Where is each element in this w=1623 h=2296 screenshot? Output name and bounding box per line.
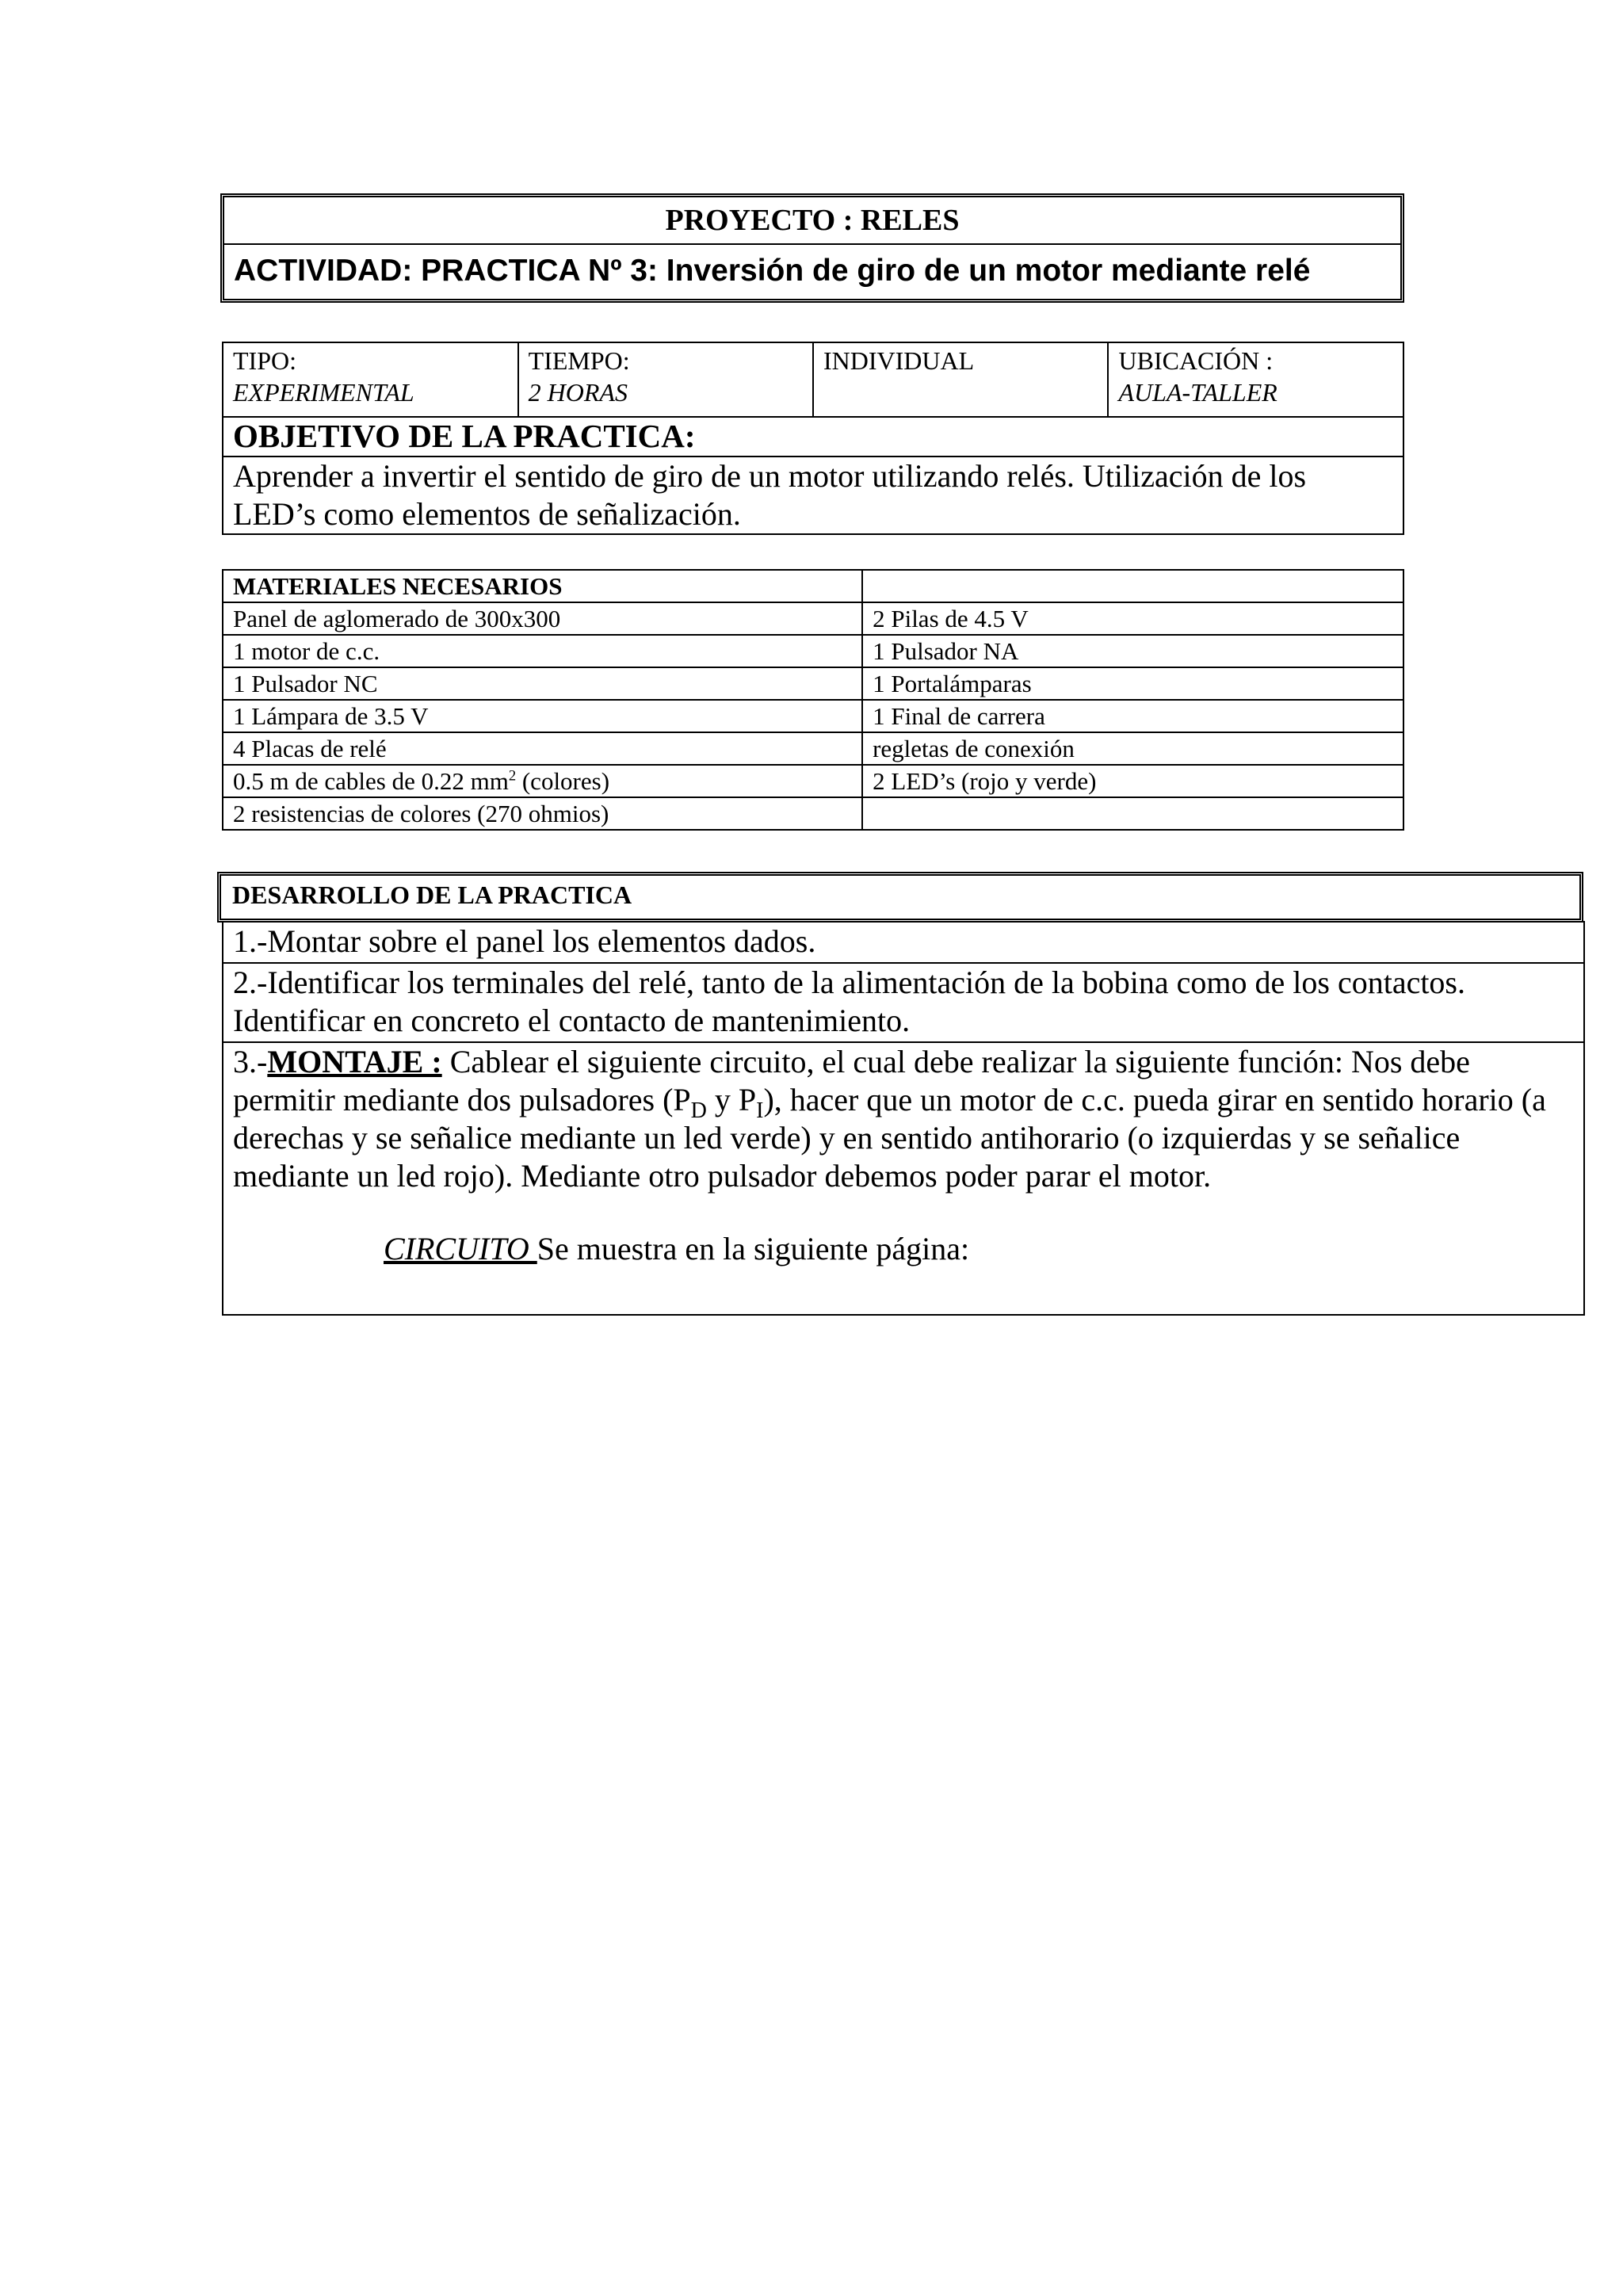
objective-title: OBJETIVO DE LA PRACTICA: [223,417,1403,457]
tiempo-cell [518,342,813,417]
material-right-item: 1 Pulsador NA [862,635,1403,667]
material-right-item: 2 LED’s (rojo y verde) [862,765,1403,797]
materials-table [222,569,1404,831]
objective-text: Aprender a invertir el sentido de giro de un motor utilizando relés. Utilización de los LED’s como elementos de señalización. [223,457,1403,534]
tipo-label: TIPO: [233,346,296,375]
step-3-number: 3.- [233,1044,268,1079]
project-title: PROYECTO : RELES [224,197,1400,245]
cables-superscript: 2 [508,767,517,785]
project-header [220,193,1404,303]
tiempo-value: 2 HORAS [528,378,628,407]
material-right-item: 1 Final de carrera [862,700,1403,732]
pi-subscript: I [756,1098,764,1123]
step-3-text-a: Cablear el siguiente circuito, el cual debe realizar la siguiente función: Nos debe permitir mediante dos pulsadores (P [233,1044,1470,1117]
cables-text: 0.5 m de cables de 0.22 mm [233,767,509,795]
material-right-item: regletas de conexión [862,732,1403,765]
material-left-item: 1 Pulsador NC [223,667,862,700]
individual-cell [813,342,1109,417]
circuit-text: Se muestra en la siguiente página: [537,1231,970,1266]
circuit-line [233,1230,1574,1268]
ubicacion-value: AULA-TALLER [1118,378,1277,407]
step-3 [223,1042,1584,1315]
development-table [222,921,1585,1316]
material-left-item: 4 Placas de relé [223,732,862,765]
step-2: 2.-Identificar los terminales del relé, tanto de la alimentación de la bobina como de los contactos. Identificar en concreto el contacto de mantenimiento. [223,963,1584,1042]
circuit-label: CIRCUITO [384,1231,537,1266]
info-table [222,342,1404,535]
material-left-item: 1 motor de c.c. [223,635,862,667]
montaje-label: MONTAJE : [267,1044,442,1079]
step-1: 1.-Montar sobre el panel los elementos dados. [223,922,1584,963]
material-left-item-cables [223,765,862,797]
material-left-item: 2 resistencias de colores (270 ohmios) [223,797,862,830]
material-left-item: Panel de aglomerado de 300x300 [223,602,862,635]
ubicacion-label: UBICACIÓN : [1118,346,1274,375]
material-right-item: 1 Portalámparas [862,667,1403,700]
material-left-item: 1 Lámpara de 3.5 V [223,700,862,732]
material-right-item: 2 Pilas de 4.5 V [862,602,1403,635]
development-title: DESARROLLO DE LA PRACTICA [217,872,1583,923]
individual-label: INDIVIDUAL [823,346,975,375]
tipo-value: EXPERIMENTAL [233,378,414,407]
activity-title: ACTIVIDAD: PRACTICA Nº 3: Inversión de giro de un motor mediante relé [234,254,1311,288]
material-right-item [862,797,1403,830]
pd-subscript: D [690,1098,707,1123]
cables-suffix: (colores) [516,767,610,795]
step-3-text-b: y P [706,1082,757,1117]
ubicacion-cell [1108,342,1403,417]
step-3-text-c: ), hacer que un motor de c.c. pueda girar en sentido horario (a derechas y se señalice mediante un led verde) y en sentido antihorario (o izquierdas y se señalice mediante un led rojo). Mediante otro pulsador debemos poder parar el motor. [233,1082,1546,1194]
tiempo-label: TIEMPO: [528,346,630,375]
materials-header-empty [862,570,1403,602]
materials-title: MATERIALES NECESARIOS [223,570,862,602]
tipo-cell [223,342,518,417]
